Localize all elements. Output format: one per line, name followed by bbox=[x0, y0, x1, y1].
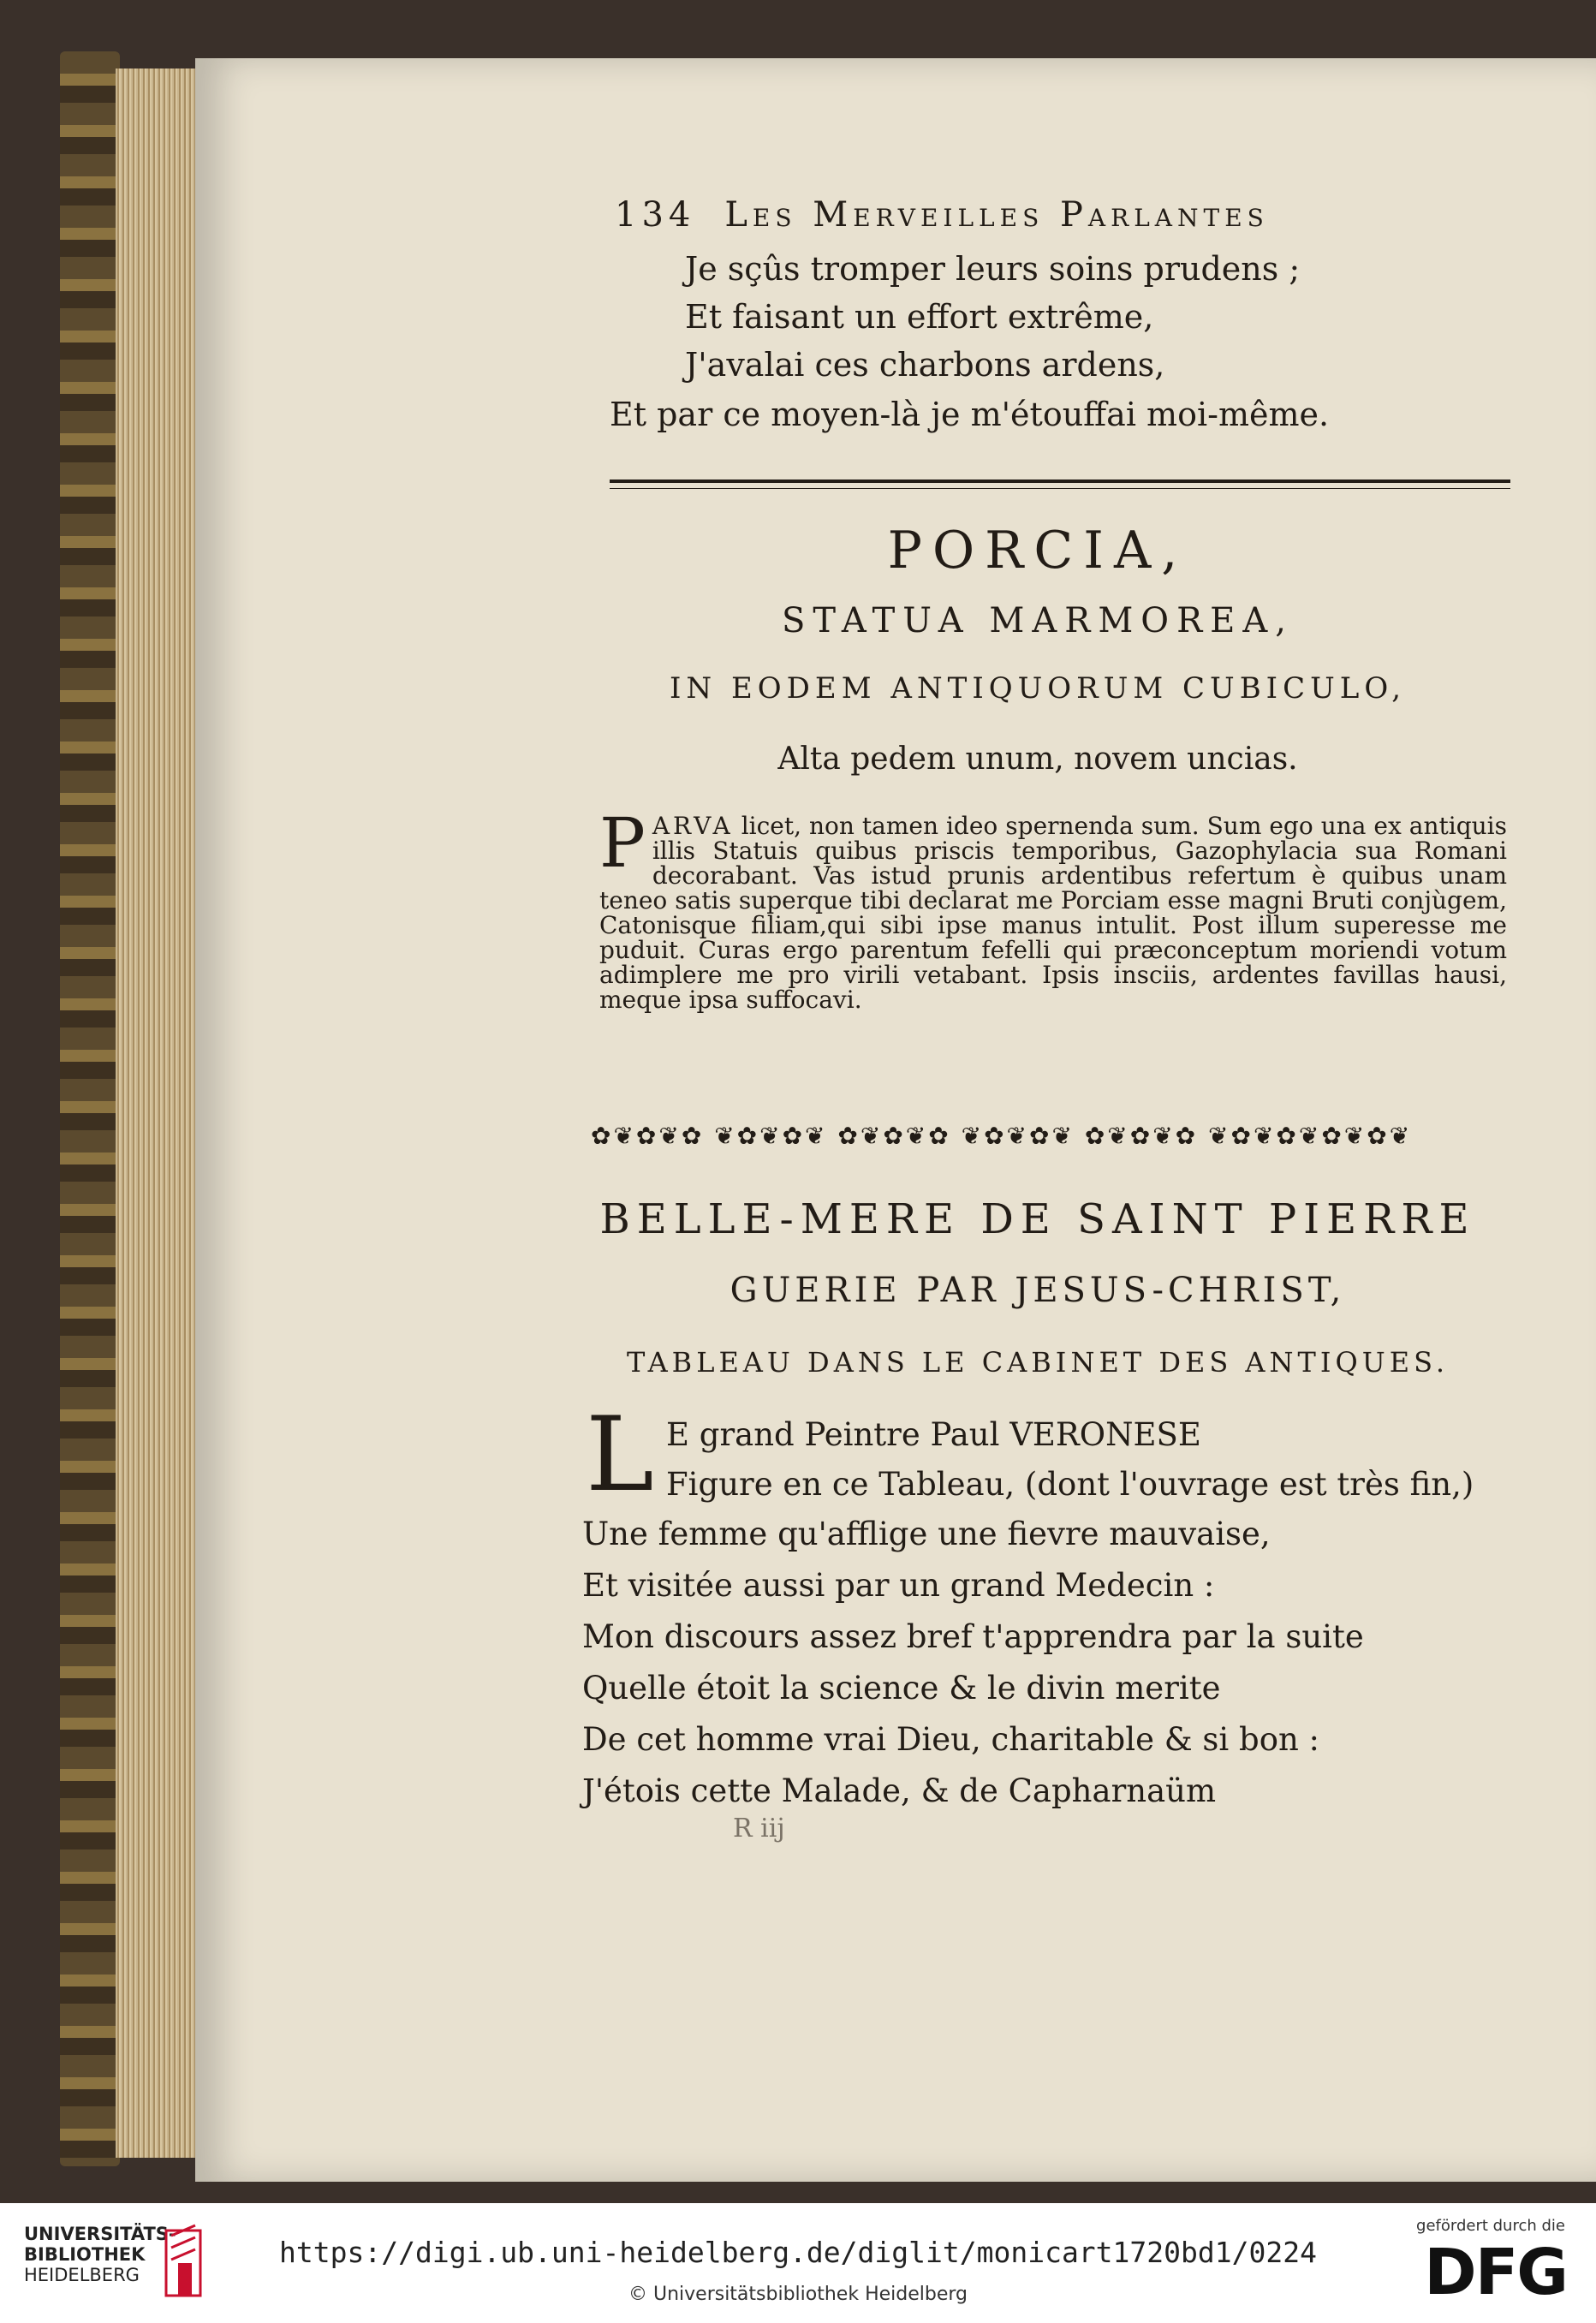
copyright-notice: © Universitätsbibliothek Heidelberg bbox=[628, 2284, 968, 2305]
section-rule-thin bbox=[610, 488, 1510, 489]
signature-mark: R iij bbox=[733, 1814, 785, 1844]
latin-lead: ARVA bbox=[652, 812, 734, 840]
porcia-title: PORCIA, bbox=[887, 521, 1188, 581]
logo-line: BIBLIOTHEK bbox=[24, 2244, 146, 2265]
verse-line: Et par ce moyen-là je m'étouffai moi-même. bbox=[610, 396, 1330, 433]
drop-cap: L bbox=[586, 1396, 654, 1515]
latin-text: licet, non tamen ideo spernenda sum. Sum ego una ex antiquis illis Statuis quibus priscis temporibus, Gazophylacia sua Romani decorabant. Vas istud prunis ardentibus refertum è quibus unam teneo satis superque tibi declarat me Porciam esse magni Bruti conjùgem, Catonisque filiam,qui sibi ipse manus intulit. Post illum superesse me puduit. Curas ergo parentum fefelli qui præconceptum moriendi votum adimplere me pro virili vetabant. Ipsis insciis, ardentes favillas hausi, meque ipsa suffocavi. bbox=[599, 812, 1507, 1014]
porcia-location: IN EODEM ANTIQUORUM CUBICULO, bbox=[669, 671, 1407, 706]
drop-cap: P bbox=[599, 803, 646, 883]
running-head bbox=[615, 195, 1269, 235]
verse-line: Mon discours assez bref t'apprendra par la suite bbox=[582, 1618, 1364, 1655]
porcia-subtitle: STATUA MARMOREA, bbox=[782, 601, 1294, 640]
verse-line: Je sçûs tromper leurs soins prudens ; bbox=[685, 250, 1301, 288]
book-binding bbox=[60, 51, 120, 2166]
logo-line: HEIDELBERG bbox=[24, 2265, 140, 2285]
verse-line: Et visitée aussi par un grand Medecin : bbox=[582, 1567, 1215, 1604]
verse-line: J'étois cette Malade, & de Capharnaüm bbox=[582, 1772, 1217, 1809]
verse-line: Et faisant un effort extrême, bbox=[685, 298, 1154, 336]
verse-line: Une femme qu'afflige une fievre mauvaise, bbox=[582, 1516, 1271, 1552]
logo-line: UNIVERSITÄTS- bbox=[24, 2224, 176, 2244]
page-edges bbox=[116, 68, 197, 2158]
funding-note: gefördert durch die bbox=[1416, 2217, 1565, 2235]
ornament-band: ✿❦✿❦✿ ❦✿❦✿❦ ✿❦✿❦✿ ❦✿❦✿❦ ✿❦✿❦✿ ❦✿❦✿❦✿❦✿❦ bbox=[591, 1122, 1413, 1150]
porcia-dimensions: Alta pedem unum, novem uncias. bbox=[777, 742, 1298, 777]
verse-line: Quelle étoit la science & le divin merite bbox=[582, 1670, 1221, 1707]
verse-line: J'avalai ces charbons ardens, bbox=[685, 346, 1165, 384]
permalink-url[interactable]: https://digi.ub.uni-heidelberg.de/diglit/monicart1720bd1/0224 bbox=[279, 2236, 1317, 2269]
verse-line: Figure en ce Tableau, (dont l'ouvrage est très fin,) bbox=[666, 1466, 1474, 1503]
latin-paragraph bbox=[599, 803, 1507, 1014]
dfg-logo: DFG bbox=[1424, 2236, 1567, 2309]
verse-line: E grand Peintre Paul VERONESE bbox=[666, 1416, 1201, 1453]
belle-mere-location: TABLEAU DANS LE CABINET DES ANTIQUES. bbox=[626, 1346, 1450, 1379]
belle-mere-title: BELLE-MERE DE SAINT PIERRE bbox=[599, 1195, 1476, 1243]
section-rule bbox=[610, 479, 1510, 483]
page-number: 134 bbox=[615, 195, 696, 235]
verse-line: De cet homme vrai Dieu, charitable & si bon : bbox=[582, 1721, 1320, 1758]
belle-mere-subtitle: GUERIE PAR JESUS-CHRIST, bbox=[730, 1271, 1346, 1310]
viewer-footer bbox=[0, 2203, 1596, 2323]
running-title: Les Merveilles Parlantes bbox=[724, 195, 1269, 235]
